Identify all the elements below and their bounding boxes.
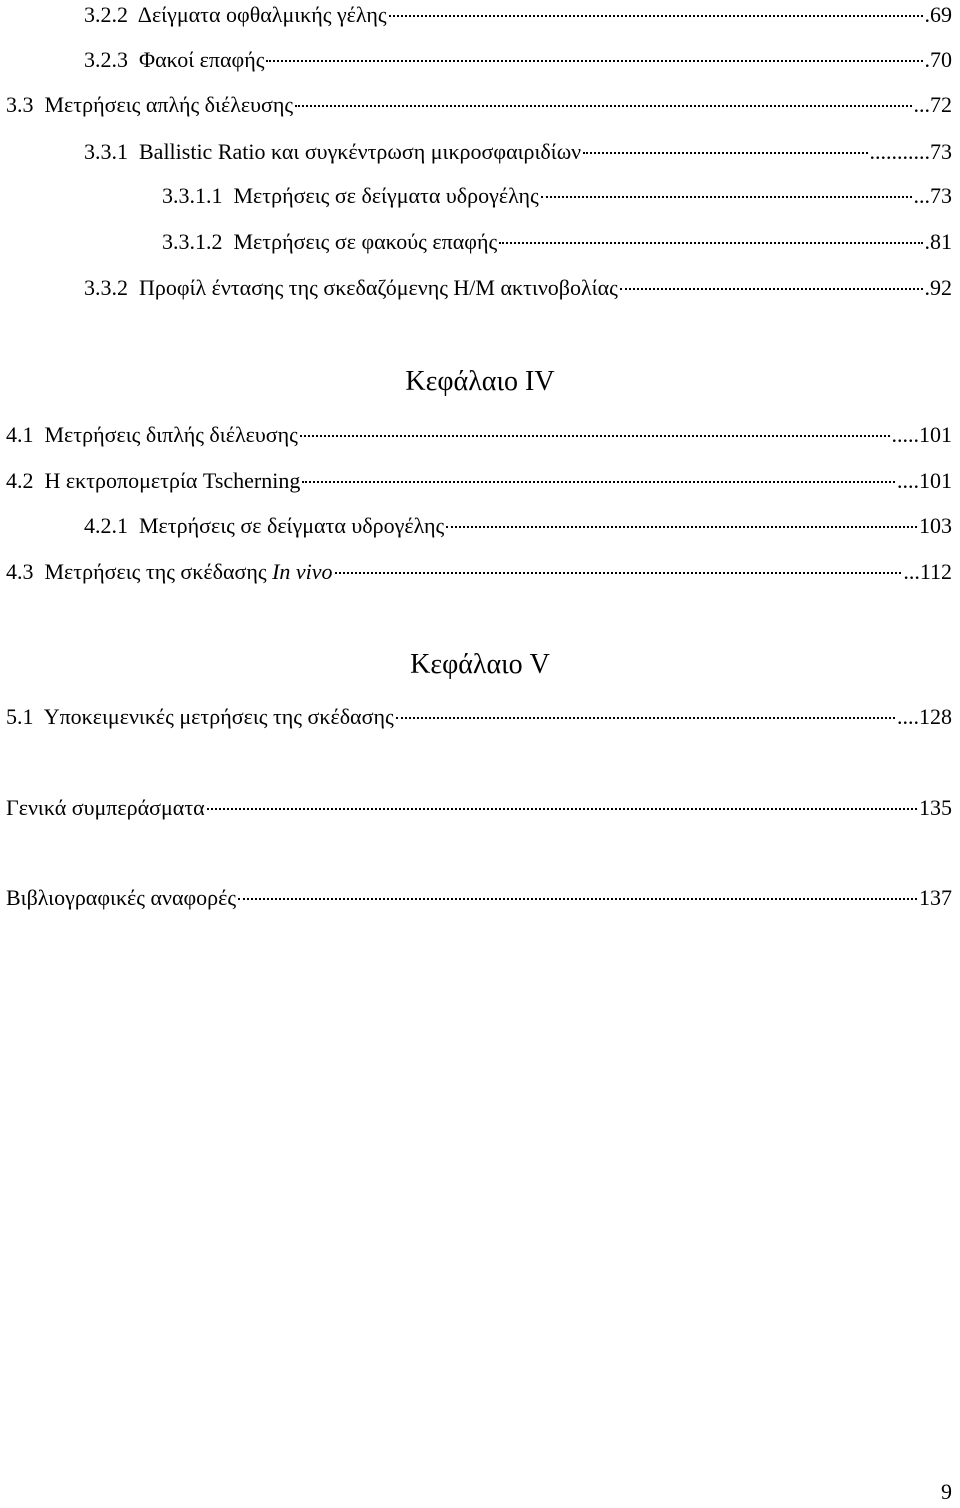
entry-page: .92 bbox=[924, 275, 952, 300]
entry-title: Ballistic Ratio και συγκέντρωση μικροσφαιριδίων bbox=[139, 139, 582, 164]
toc-entry-3-3-2[interactable] bbox=[84, 273, 952, 303]
dot-leader bbox=[499, 242, 922, 244]
toc-entry-5-1[interactable] bbox=[6, 702, 952, 732]
toc-entry-3-2-3[interactable] bbox=[84, 45, 952, 75]
toc-entry-3-3-1[interactable] bbox=[84, 137, 952, 167]
entry-title-italic: In vivo bbox=[272, 559, 333, 584]
entry-number: 3.3.1.2 bbox=[162, 229, 223, 254]
entry-title: Μετρήσεις σε δείγματα υδρογέλης bbox=[233, 183, 539, 208]
entry-page: .70 bbox=[924, 47, 952, 72]
toc-entry-references[interactable] bbox=[6, 883, 952, 913]
entry-number: 3.3.2 bbox=[84, 275, 128, 300]
entry-page: ...72 bbox=[913, 92, 952, 117]
entry-number: 3.3.1.1 bbox=[162, 183, 223, 208]
toc-entry-4-3[interactable] bbox=[6, 557, 952, 587]
dot-leader bbox=[300, 435, 890, 437]
toc-entry-conclusions[interactable] bbox=[6, 793, 952, 823]
entry-title: Μετρήσεις απλής διέλευσης bbox=[44, 92, 294, 117]
chapter-heading-v: Κεφάλαιο V bbox=[410, 649, 550, 680]
entry-page: ...........73 bbox=[869, 139, 952, 164]
entry-title: Μετρήσεις διπλής διέλευσης bbox=[44, 422, 298, 447]
dot-leader bbox=[335, 572, 902, 574]
toc-entry-3-3-1-2[interactable] bbox=[162, 227, 952, 257]
dot-leader bbox=[446, 526, 917, 528]
entry-title: Μετρήσεις σε φακούς επαφής bbox=[233, 229, 498, 254]
entry-title: Δείγματα οφθαλμικής γέλης bbox=[137, 2, 387, 27]
dot-leader bbox=[207, 808, 917, 810]
entry-number: 4.3 bbox=[6, 559, 34, 584]
entry-title: Φακοί επαφής bbox=[139, 47, 265, 72]
page-number: 9 bbox=[941, 1479, 952, 1504]
entry-page: ....101 bbox=[897, 468, 952, 493]
entry-title: Η εκτροπομετρία Tscherning bbox=[44, 468, 301, 493]
dot-leader bbox=[396, 717, 895, 719]
entry-number: 4.2.1 bbox=[84, 513, 128, 538]
entry-number: 4.2 bbox=[6, 468, 34, 493]
dot-leader bbox=[620, 288, 923, 290]
entry-number: 3.3.1 bbox=[84, 139, 128, 164]
entry-page: ....128 bbox=[897, 704, 952, 729]
entry-page: 137 bbox=[919, 885, 952, 910]
entry-title: Υποκειμενικές μετρήσεις της σκέδασης bbox=[43, 704, 394, 729]
entry-number: 3.2.2 bbox=[84, 2, 128, 27]
entry-number: 3.2.3 bbox=[84, 47, 128, 72]
entry-page: ...112 bbox=[903, 559, 952, 584]
entry-page: 135 bbox=[919, 795, 952, 820]
entry-title: Μετρήσεις της σκέδασης bbox=[44, 559, 273, 584]
entry-page: .69 bbox=[924, 2, 952, 27]
dot-leader bbox=[295, 105, 911, 107]
dot-leader bbox=[389, 15, 923, 17]
entry-number: 4.1 bbox=[6, 422, 34, 447]
toc-entry-3-3-1-1[interactable] bbox=[162, 181, 952, 211]
entry-page: ...73 bbox=[913, 183, 952, 208]
dot-leader bbox=[266, 60, 922, 62]
toc-entry-3-2-2[interactable] bbox=[84, 0, 952, 30]
toc-entry-4-1[interactable] bbox=[6, 420, 952, 450]
toc-entry-4-2[interactable] bbox=[6, 466, 952, 496]
toc-entry-4-2-1[interactable] bbox=[84, 511, 952, 541]
dot-leader bbox=[302, 481, 895, 483]
chapter-heading-iv: Κεφάλαιο IV bbox=[405, 366, 555, 397]
entry-number: 5.1 bbox=[6, 704, 34, 729]
entry-title: Μετρήσεις σε δείγματα υδρογέλης bbox=[139, 513, 445, 538]
dot-leader bbox=[238, 898, 917, 900]
entry-page: 103 bbox=[919, 513, 952, 538]
dot-leader bbox=[583, 152, 867, 154]
entry-page: .81 bbox=[924, 229, 952, 254]
dot-leader bbox=[541, 196, 912, 198]
entry-number: 3.3 bbox=[6, 92, 34, 117]
toc-entry-3-3[interactable] bbox=[6, 90, 952, 120]
entry-title: Γενικά συμπεράσματα bbox=[6, 795, 205, 820]
entry-title: Βιβλιογραφικές αναφορές bbox=[6, 885, 237, 910]
entry-title: Προφίλ έντασης της σκεδαζόμενης Η/Μ ακτινοβολίας bbox=[139, 275, 618, 300]
entry-page: .....101 bbox=[891, 422, 952, 447]
